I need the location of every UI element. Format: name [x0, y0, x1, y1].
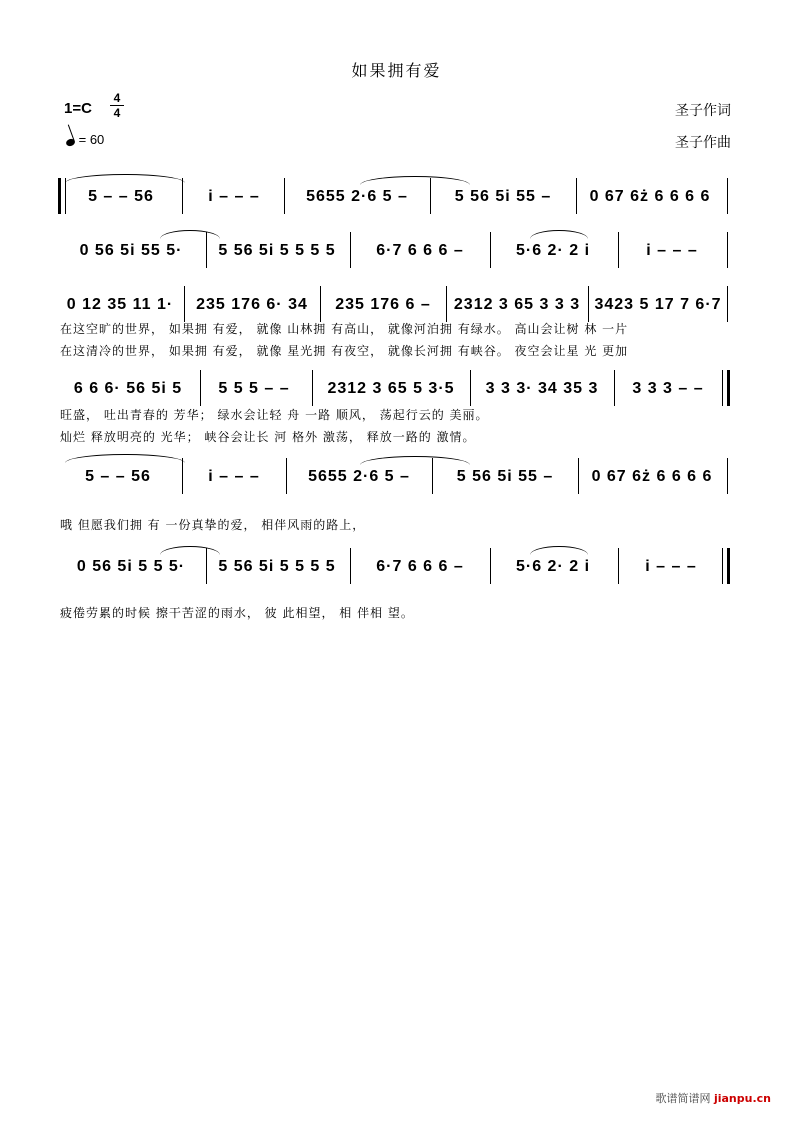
measure — [354, 556, 486, 578]
measure-notes: 0 56 5i 5 5 5· — [76, 558, 186, 575]
measure — [474, 378, 610, 400]
measure-notes: 6·7 6 6 6 – — [376, 558, 464, 575]
measure — [60, 240, 202, 262]
barline — [618, 548, 619, 584]
barline — [432, 458, 433, 494]
measure — [434, 186, 572, 208]
key-signature: 1=C — [64, 100, 92, 117]
measure-notes: 3423 5 17 7 6·7 — [594, 296, 722, 313]
measure-notes: 5 56 5i 5 5 5 5 — [218, 558, 336, 575]
barline — [182, 178, 183, 214]
watermark — [655, 1090, 771, 1106]
measure — [288, 186, 426, 208]
measure-notes: 0 67 6ż 6 6 6 6 — [591, 468, 713, 485]
measure-notes: 5655 2·6 5 – — [308, 468, 410, 485]
tempo-marking — [66, 132, 104, 147]
barline — [727, 178, 728, 214]
barline — [350, 548, 351, 584]
score-line-2 — [60, 240, 730, 262]
slur — [160, 546, 220, 555]
lyricist-credit: 圣子作词 — [675, 103, 731, 119]
measure-notes: 6 6 6· 56 5i 5 — [73, 380, 183, 397]
measure-notes: 2312 3 65 5 3·5 — [327, 380, 455, 397]
barline — [576, 178, 577, 214]
measure — [210, 556, 344, 578]
slur — [65, 174, 185, 183]
barline — [588, 286, 589, 322]
barline — [206, 548, 207, 584]
measure-notes: 0 56 5i 55 5· — [79, 242, 183, 259]
score-line-1 — [60, 186, 730, 208]
barline — [206, 232, 207, 268]
barline — [184, 286, 185, 322]
repeat-end-barline — [722, 370, 730, 406]
measure — [60, 378, 196, 400]
barline — [284, 178, 285, 214]
measure-notes: 235 176 6 – — [335, 296, 431, 313]
barline — [490, 232, 491, 268]
measure — [494, 240, 612, 262]
barline — [727, 286, 728, 322]
time-signature — [110, 91, 124, 120]
barline — [312, 370, 313, 406]
measure-notes: 2312 3 65 3 3 3 — [453, 296, 581, 313]
measure-notes: i – – – — [208, 468, 260, 485]
slur — [530, 230, 588, 239]
barline — [578, 458, 579, 494]
measure-notes: 3 3 3 – – — [632, 380, 704, 397]
measure-notes: 5 5 5 – – — [218, 380, 290, 397]
measure — [592, 294, 724, 316]
page-title: 如果拥有爱 — [351, 61, 442, 80]
measure-notes: 0 12 35 11 1· — [66, 296, 174, 313]
slur — [160, 230, 220, 239]
watermark-site: jianpu.cn — [713, 1092, 771, 1105]
measure-notes: i – – – — [208, 188, 260, 205]
measure — [354, 240, 486, 262]
measure — [188, 294, 316, 316]
time-signature-bottom: 4 — [110, 105, 124, 120]
score-line-5 — [60, 466, 730, 488]
measure-notes: i – – – — [645, 558, 697, 575]
score-line-3 — [60, 294, 730, 316]
barline — [727, 232, 728, 268]
slur — [65, 454, 185, 463]
measure — [494, 556, 612, 578]
measure-notes: 5 56 5i 55 – — [454, 188, 552, 205]
measure — [622, 556, 720, 578]
measure — [436, 466, 574, 488]
measure — [210, 240, 344, 262]
barline — [286, 458, 287, 494]
measure — [60, 294, 180, 316]
barline — [490, 548, 491, 584]
measure-notes: 5655 2·6 5 – — [306, 188, 408, 205]
lyric-verse-1: 在这空旷的世界， 如果拥 有爱， 就像 山林拥 有高山， 就像河泊拥 有绿水。 高山会让树 林 一片 — [60, 322, 629, 336]
barline — [182, 458, 183, 494]
composer-credit: 圣子作曲 — [675, 135, 731, 151]
lyric-line: 疲倦劳累的时候 擦干苦涩的雨水， 彼 此相望， 相 伴相 望。 — [60, 606, 414, 620]
quarter-note-icon — [65, 138, 76, 148]
barline — [727, 458, 728, 494]
tempo-value: = 60 — [78, 132, 105, 147]
repeat-start-barline — [58, 178, 66, 214]
barline — [618, 232, 619, 268]
measure — [60, 556, 202, 578]
measure-notes: 5 – – 56 — [88, 188, 154, 205]
lyric-verse-1: 旺盛， 吐出青春的 芳华； 绿水会让轻 舟 一路 顺风， 荡起行云的 美丽。 — [60, 408, 489, 422]
barline — [446, 286, 447, 322]
measure-notes: 235 176 6· 34 — [196, 296, 308, 313]
measure-notes: 3 3 3· 34 35 3 — [485, 380, 599, 397]
slur — [360, 456, 470, 465]
measure — [186, 186, 282, 208]
measure — [582, 466, 722, 488]
slur — [360, 176, 470, 185]
measure-notes: 5 56 5i 5 5 5 5 — [218, 242, 336, 259]
barline — [320, 286, 321, 322]
barline — [350, 232, 351, 268]
measure — [316, 378, 466, 400]
measure-notes: 5 – – 56 — [85, 468, 151, 485]
measure — [60, 466, 176, 488]
slur — [530, 546, 588, 555]
measure — [66, 186, 176, 208]
score-line-6 — [60, 556, 730, 578]
measure — [450, 294, 584, 316]
measure-notes: 5·6 2· 2 i — [515, 242, 591, 259]
time-signature-top: 4 — [113, 91, 121, 105]
measure-notes: 0 67 6ż 6 6 6 6 — [589, 188, 711, 205]
lyric-verse-2: 在这清冷的世界， 如果拥 有爱， 就像 星光拥 有夜空， 就像长河拥 有峡谷。 夜空会让星 光 更加 — [60, 344, 629, 358]
measure — [324, 294, 442, 316]
measure — [290, 466, 428, 488]
barline — [614, 370, 615, 406]
lyric-verse-2: 灿烂 释放明亮的 光华； 峡谷会让长 河 格外 激荡， 释放一路的 激情。 — [60, 430, 476, 444]
final-barline — [722, 548, 730, 584]
measure-notes: 5 56 5i 55 – — [456, 468, 554, 485]
measure — [622, 240, 722, 262]
lyric-line: 哦 但愿我们拥 有 一份真挚的爱， 相伴风雨的路上， — [60, 518, 366, 532]
measure — [580, 186, 720, 208]
barline — [200, 370, 201, 406]
measure — [618, 378, 718, 400]
measure-notes: 5·6 2· 2 i — [515, 558, 591, 575]
measure-notes: i – – – — [646, 242, 698, 259]
measure-notes: 6·7 6 6 6 – — [376, 242, 464, 259]
watermark-text: 歌谱简谱网 — [655, 1092, 711, 1105]
score-line-4 — [60, 378, 730, 400]
barline — [470, 370, 471, 406]
barline — [430, 178, 431, 214]
measure — [204, 378, 304, 400]
measure — [186, 466, 282, 488]
